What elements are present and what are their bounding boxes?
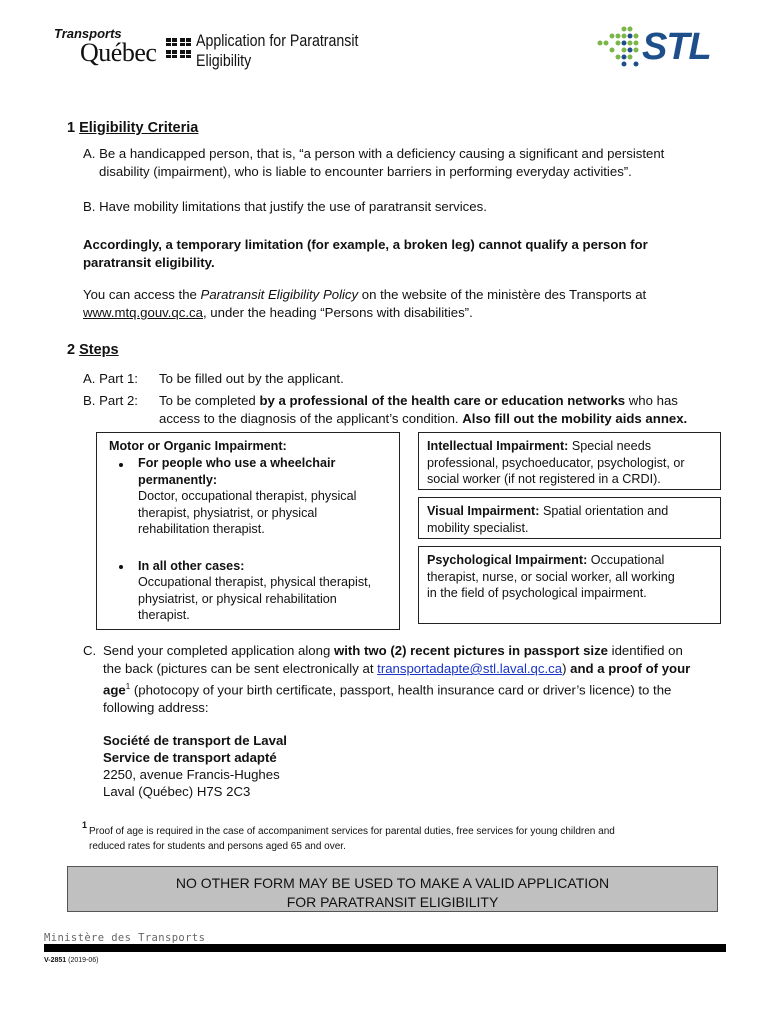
criterion-a-line2: disability (impairment), who is liable to encounter barriers in performing everyday activities”. [99,164,632,179]
quebec-flag-icon [166,50,177,58]
stl-dots-icon [594,24,644,70]
psychological-impairment-box: Psychological Impairment: Occupational therapist, nurse, or social worker, all working in the field of psychological impairment. [418,546,721,624]
wheelchair-heading: For people who use a wheelchair permanently: [138,456,336,487]
section-1-heading: 1 Eligibility Criteria [67,120,199,136]
step-part-2-label: B. Part 2: [83,393,138,408]
quebec-flag-icon [166,38,177,46]
notice-banner: NO OTHER FORM MAY BE USED TO MAKE A VALID APPLICATION FOR PARATRANSIT ELIGIBILITY [67,866,718,912]
bullet-icon [119,463,123,467]
stl-logo: STL [594,24,724,70]
quebec-flag-icon [180,38,191,46]
other-cases-professionals: Occupational therapist, physical therapist, physiatrist, or physical rehabilitation therapist. [138,575,372,622]
step-part-1-label: A. Part 1: [83,371,138,386]
step-part-2-text: To be completed by a professional of the health care or education networks who has access to the diagnosis of the applicant’s condition. Also fill out the mobility aids annex. [159,393,688,426]
footnote-mark: 1 [82,820,88,830]
mtq-website-link[interactable]: www.mtq.gouv.qc.ca [83,305,203,320]
form-number: V-2851 (2019-06) [44,957,99,964]
form-title: Application for Paratransit Eligibility [196,32,359,70]
bullet-icon [119,565,123,569]
quebec-flag-icon [180,50,191,58]
motor-impairment-title: Motor or Organic Impairment: [109,439,287,453]
footnote-text: Proof of age is required in the case of accompaniment services for parental duties, free services for young children and reduced rates for students and persons aged 65 and over. [89,826,615,852]
intellectual-impairment-box: Intellectual Impairment: Special needs professional, psychoeducator, psychologist, or social worker (if not registered in a CRDI). [418,432,721,490]
email-link[interactable]: transportadapte@stl.laval.qc.ca [377,661,563,676]
policy-access-text: You can access the Paratransit Eligibility Policy on the website of the ministère des Transports at www.mtq.gouv.qc.ca, under the heading “Persons with disabilities”. [83,287,647,320]
motor-impairment-box [96,432,400,630]
other-cases-heading: In all other cases: [138,559,245,573]
ministere-label: Ministère des Transports [44,932,206,944]
criterion-a: A. Be a handicapped person, that is, “a person with a deficiency causing a significant and persistent [83,146,665,161]
wheelchair-professionals: Doctor, occupational therapist, physical therapist, physiatrist, or physical rehabilitation therapist. [138,489,357,536]
mailing-address: Société de transport de Laval Service de transport adapté 2250, avenue Francis-Hughes Laval (Québec) H7S 2C3 [103,733,287,799]
criterion-b: B. Have mobility limitations that justify the use of paratransit services. [83,199,487,214]
temporary-limitation-note: Accordingly, a temporary limitation (for example, a broken leg) cannot qualify a person for paratransit eligibility. [83,237,648,270]
step-part-1-text: To be filled out by the applicant. [159,371,344,386]
section-2-heading: 2 Steps [67,342,119,358]
transports-quebec-logo: Transports Québec [52,26,192,66]
visual-impairment-box: Visual Impairment: Spatial orientation and mobility specialist. [418,497,721,539]
step-c-label: C. [83,643,97,658]
step-c-text: Send your completed application along with two (2) recent pictures in passport size identified on the back (pictures can be sent electronically at transportadapte@stl.laval.qc.ca) and a proof of your age$^1$ (photocopy of your birth certificate, passport, health insurance card or driver’s licence) to the following address: [103,643,691,716]
footer-rule [44,944,726,952]
